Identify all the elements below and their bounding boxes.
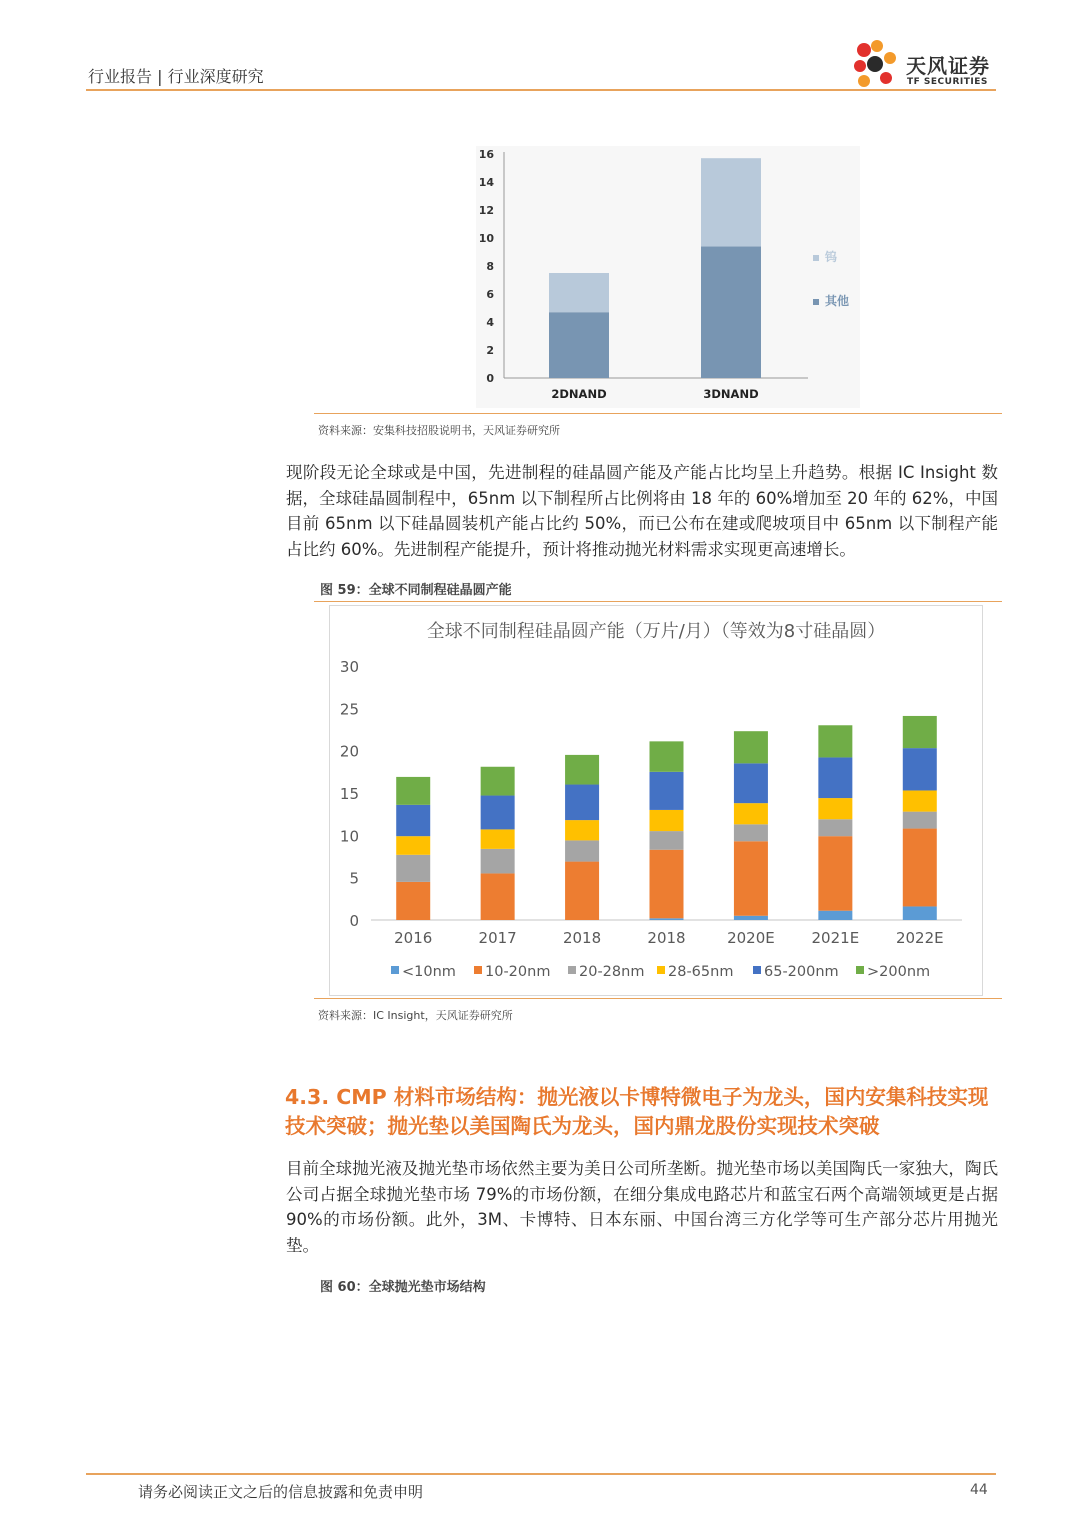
legend-swatch — [391, 966, 399, 974]
bar-segment — [650, 741, 684, 771]
bar-segment — [481, 873, 515, 920]
y-tick-label: 2 — [486, 344, 494, 357]
figure-59-chart — [329, 605, 983, 996]
legend-swatch — [856, 966, 864, 974]
x-tick-label: 2020E — [727, 929, 775, 947]
bar-2dnand-tungsten — [549, 273, 609, 312]
bar-segment — [818, 757, 852, 798]
y-tick-label: 16 — [478, 148, 494, 161]
figure-58-source: 资料来源：安集科技招股说明书，天风证券研究所 — [318, 424, 560, 437]
figure-58-chart — [476, 146, 860, 408]
bar-segment — [903, 812, 937, 829]
figure-60-caption: 图 60：全球抛光垫市场结构 — [320, 1280, 486, 1295]
chart-title: 全球不同制程硅晶圆产能（万片/月）（等效为8寸硅晶圆） — [426, 621, 886, 642]
bar-segment — [396, 777, 430, 805]
figure-59-source: 资料来源：IC Insight，天风证券研究所 — [318, 1009, 513, 1022]
bar-segment — [903, 716, 937, 748]
bar-segment — [818, 911, 852, 920]
bar-segment — [650, 772, 684, 810]
bar-segment — [650, 831, 684, 850]
legend-label: 65-200nm — [764, 964, 839, 980]
y-tick-label: 25 — [339, 700, 359, 719]
y-tick-label: 15 — [339, 785, 359, 803]
figure-59-caption: 图 59：全球不同制程硅晶圆产能 — [320, 583, 512, 598]
bar-segment — [734, 731, 768, 763]
bar-segment — [396, 882, 430, 920]
body-paragraph-1: 现阶段无论全球或是中国，先进制程的硅晶圆产能及产能占比均呈上升趋势。根据 IC Insight 数据，全球硅晶圆制程中，65nm 以下制程所占比例将由 18 年的 60%增加至 20 年的 62%，中国目前 65nm 以下硅晶圆装机产能占比约 50%，而已公布在建或爬坡项目中 65nm 以下制程产能占比约 60%。先进制程产能提升，预计将推动抛光材料需求实现更高速增长。 — [286, 463, 998, 559]
bar-segment — [903, 906, 937, 920]
footer-disclaimer: 请务必阅读正文之后的信息披露和免责申明 — [138, 1483, 424, 1501]
bar-segment — [734, 841, 768, 916]
x-tick-label: 2018 — [647, 929, 686, 947]
bar-segment — [565, 862, 599, 920]
y-tick-label: 14 — [478, 176, 494, 189]
bar-segment — [818, 819, 852, 836]
figure-58-rule — [314, 413, 1002, 414]
bar-segment — [650, 810, 684, 831]
legend-label: >200nm — [867, 964, 931, 980]
section-4-3-title: 4.3. CMP 材料市场结构：抛光液以卡博特微电子为龙头，国内安集科技实现技术突破；抛光垫以美国陶氏为龙头，国内鼎龙股份实现技术突破 — [285, 1085, 989, 1138]
bar-segment — [565, 820, 599, 840]
bar-segment — [734, 824, 768, 841]
bar-segment — [650, 850, 684, 919]
y-tick-label: 6 — [486, 288, 494, 301]
bar-2dnand-other — [549, 312, 609, 378]
figure-59-bottom-rule — [314, 998, 1002, 999]
x-tick-label: 2DNAND — [551, 387, 607, 401]
bar-segment — [734, 916, 768, 920]
y-tick-label: 0 — [349, 912, 359, 930]
legend-label: 28-65nm — [668, 964, 734, 980]
logo-chinese-name: 天风证券 — [906, 54, 990, 78]
y-tick-label: 12 — [478, 204, 494, 217]
y-tick-label: 20 — [339, 742, 359, 761]
y-tick-label: 10 — [478, 232, 494, 245]
x-tick-label: 2016 — [394, 929, 433, 947]
bar-segment — [734, 803, 768, 824]
bar-3dnand-other — [701, 246, 761, 378]
report-header-title: 行业报告 | 行业深度研究 — [88, 67, 264, 86]
legend-swatch — [813, 255, 819, 261]
x-tick-label: 2022E — [895, 929, 944, 947]
figure-59-top-rule — [314, 601, 1002, 602]
legend-label: 钨 — [825, 250, 838, 264]
body-paragraph-2: 目前全球抛光液及抛光垫市场依然主要为美日公司所垄断。抛光垫市场以美国陶氏一家独大，陶氏公司占据全球抛光垫市场 79%的市场份额，在细分集成电路芯片和蓝宝石两个高端领域更是占据 90%的市场份额。此外，3M、卡博特、日本东丽、中国台湾三方化学等可生产部分芯片用抛光垫。 — [286, 1159, 998, 1255]
bar-segment — [565, 840, 599, 861]
bar-segment — [481, 829, 515, 848]
legend-swatch — [657, 966, 665, 974]
bar-3dnand-tungsten — [701, 158, 761, 246]
x-tick-label: 3DNAND — [703, 387, 759, 401]
y-tick-label: 30 — [339, 658, 359, 676]
bar-segment — [734, 763, 768, 803]
legend-swatch — [474, 966, 482, 974]
legend-label: 10-20nm — [485, 964, 551, 980]
y-tick-label: 4 — [486, 316, 494, 329]
legend-swatch — [753, 966, 761, 974]
bar-segment — [565, 785, 599, 821]
legend-swatch — [813, 299, 819, 305]
bar-segment — [650, 918, 684, 920]
page-number: 44 — [970, 1482, 988, 1498]
x-tick-label: 2021E — [811, 929, 860, 947]
bar-segment — [903, 829, 937, 907]
x-tick-label: 2017 — [478, 929, 517, 947]
bar-segment — [481, 767, 515, 796]
x-tick-label: 2018 — [562, 929, 602, 947]
y-tick-label: 8 — [486, 260, 494, 273]
y-tick-label: 0 — [486, 372, 494, 385]
bar-segment — [481, 796, 515, 830]
y-tick-label: 5 — [349, 869, 359, 888]
bar-segment — [481, 849, 515, 874]
bar-segment — [396, 836, 430, 855]
bar-segment — [396, 805, 430, 836]
footer-divider — [86, 1473, 996, 1475]
bar-segment — [903, 748, 937, 790]
bar-segment — [565, 755, 599, 785]
bar-segment — [818, 798, 852, 819]
bar-segment — [396, 855, 430, 882]
header-divider — [86, 89, 996, 91]
legend-swatch — [568, 966, 576, 974]
logo-english-name: TF SECURITIES — [907, 77, 988, 87]
legend-label: <10nm — [402, 964, 456, 980]
bar-segment — [903, 790, 937, 811]
bar-segment — [818, 725, 852, 757]
bar-segment — [818, 836, 852, 911]
y-tick-label: 10 — [339, 827, 359, 846]
legend-label: 20-28nm — [579, 964, 645, 980]
legend-label: 其他 — [825, 294, 850, 308]
